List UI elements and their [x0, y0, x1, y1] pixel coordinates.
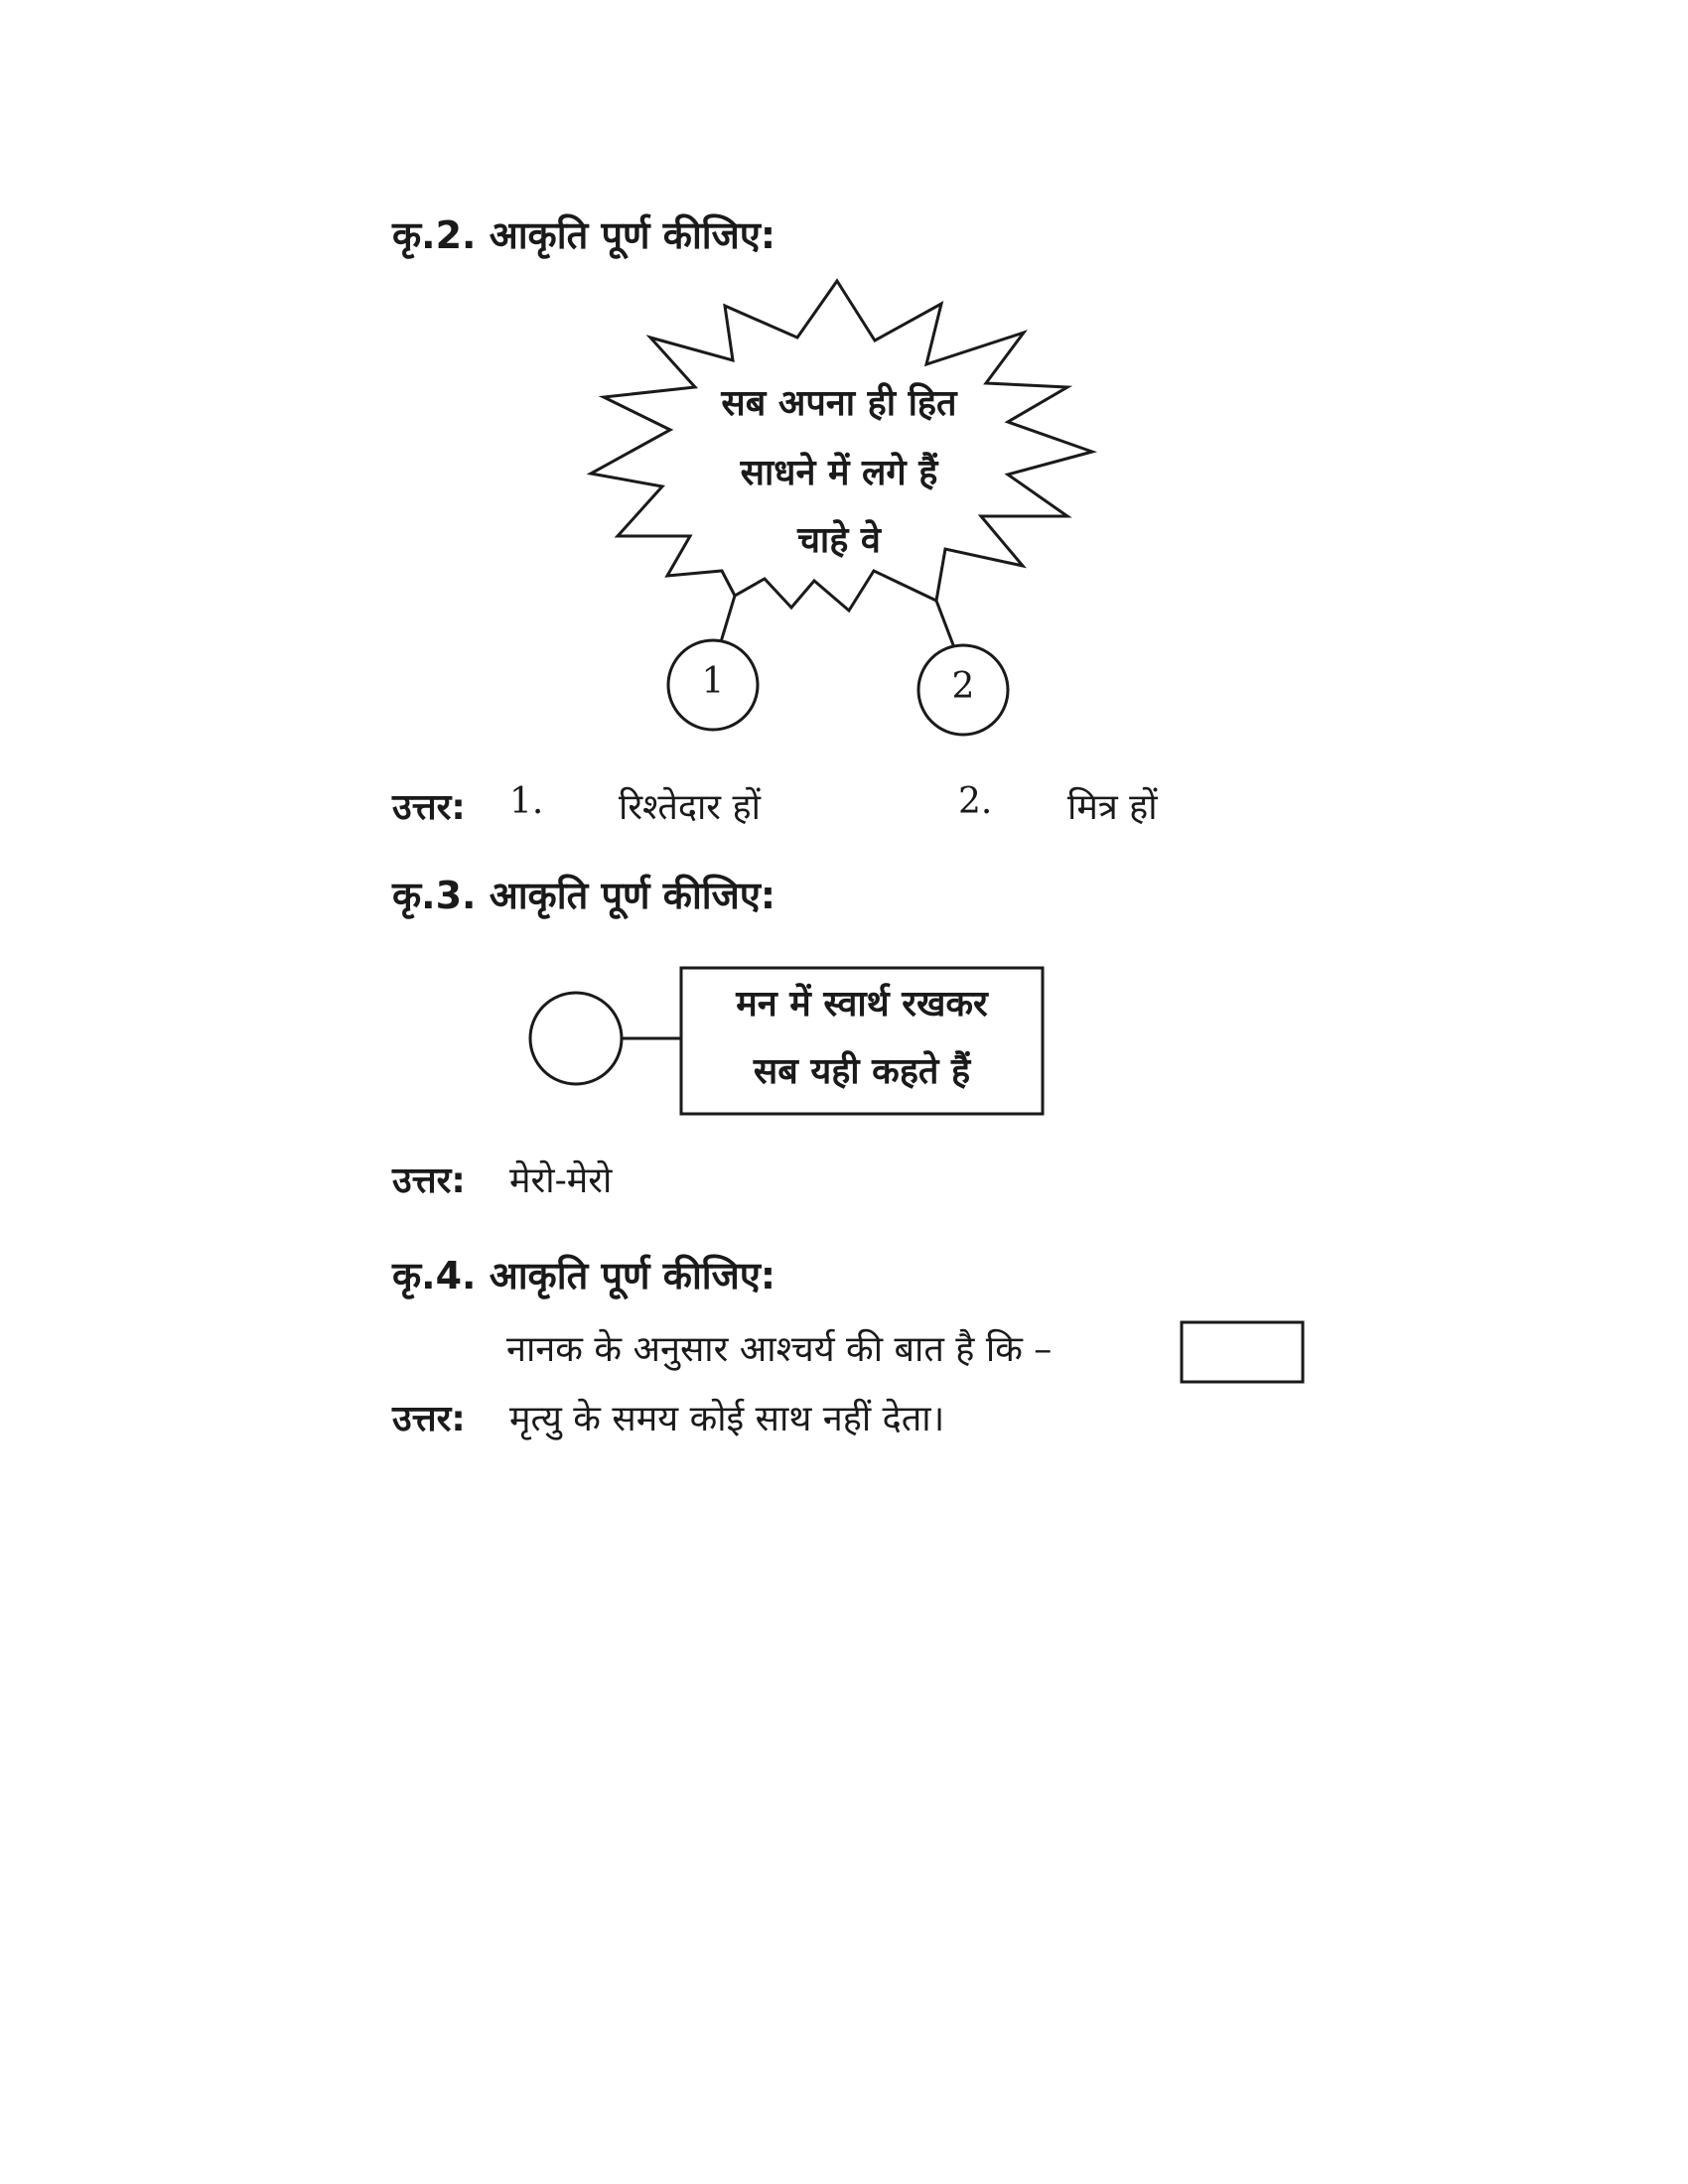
q2-answer-label: उत्तर: — [392, 787, 466, 828]
q3-blank-circle — [530, 993, 622, 1084]
q2-answer-1-text: रिश्तेदार हों — [619, 787, 761, 828]
q4-answer-text: मृत्यु के समय कोई साथ नहीं देता। — [509, 1399, 945, 1439]
q4-blank-box — [1182, 1322, 1303, 1382]
q2-answer-1-number: 1. — [509, 781, 544, 822]
q3-heading: कृ.3. आकृति पूर्ण कीजिए: — [392, 874, 776, 917]
circle-1-number: 1 — [701, 661, 725, 702]
q2-answer-2-number: 2. — [958, 781, 993, 822]
star-text-line3: चाहे वे — [797, 520, 881, 561]
circle-2-number: 2 — [951, 666, 975, 707]
q4-prompt: नानक के अनुसार आश्चर्य की बात है कि – — [506, 1329, 1053, 1370]
star-text-line1: सब अपना ही हित — [721, 383, 957, 424]
connector-line-1 — [720, 596, 735, 645]
star-text-line2: साधने में लगे हैं — [740, 453, 938, 493]
connector-line-2 — [936, 601, 955, 650]
q3-answer-label: उत्तर: — [392, 1160, 466, 1201]
q2-heading: कृ.2. आकृति पूर्ण कीजिए: — [392, 213, 776, 257]
q4-answer-label: उत्तर: — [392, 1399, 466, 1439]
q2-answer-2-text: मित्र हों — [1067, 787, 1158, 828]
q3-box-text-line2: सब यही कहते हैं — [753, 1051, 971, 1092]
q3-box-text-line1: मन में स्वार्थ रखकर — [736, 984, 988, 1024]
q4-heading: कृ.4. आकृति पूर्ण कीजिए: — [392, 1254, 776, 1297]
q3-answer-text: मेरो-मेरो — [509, 1160, 613, 1201]
